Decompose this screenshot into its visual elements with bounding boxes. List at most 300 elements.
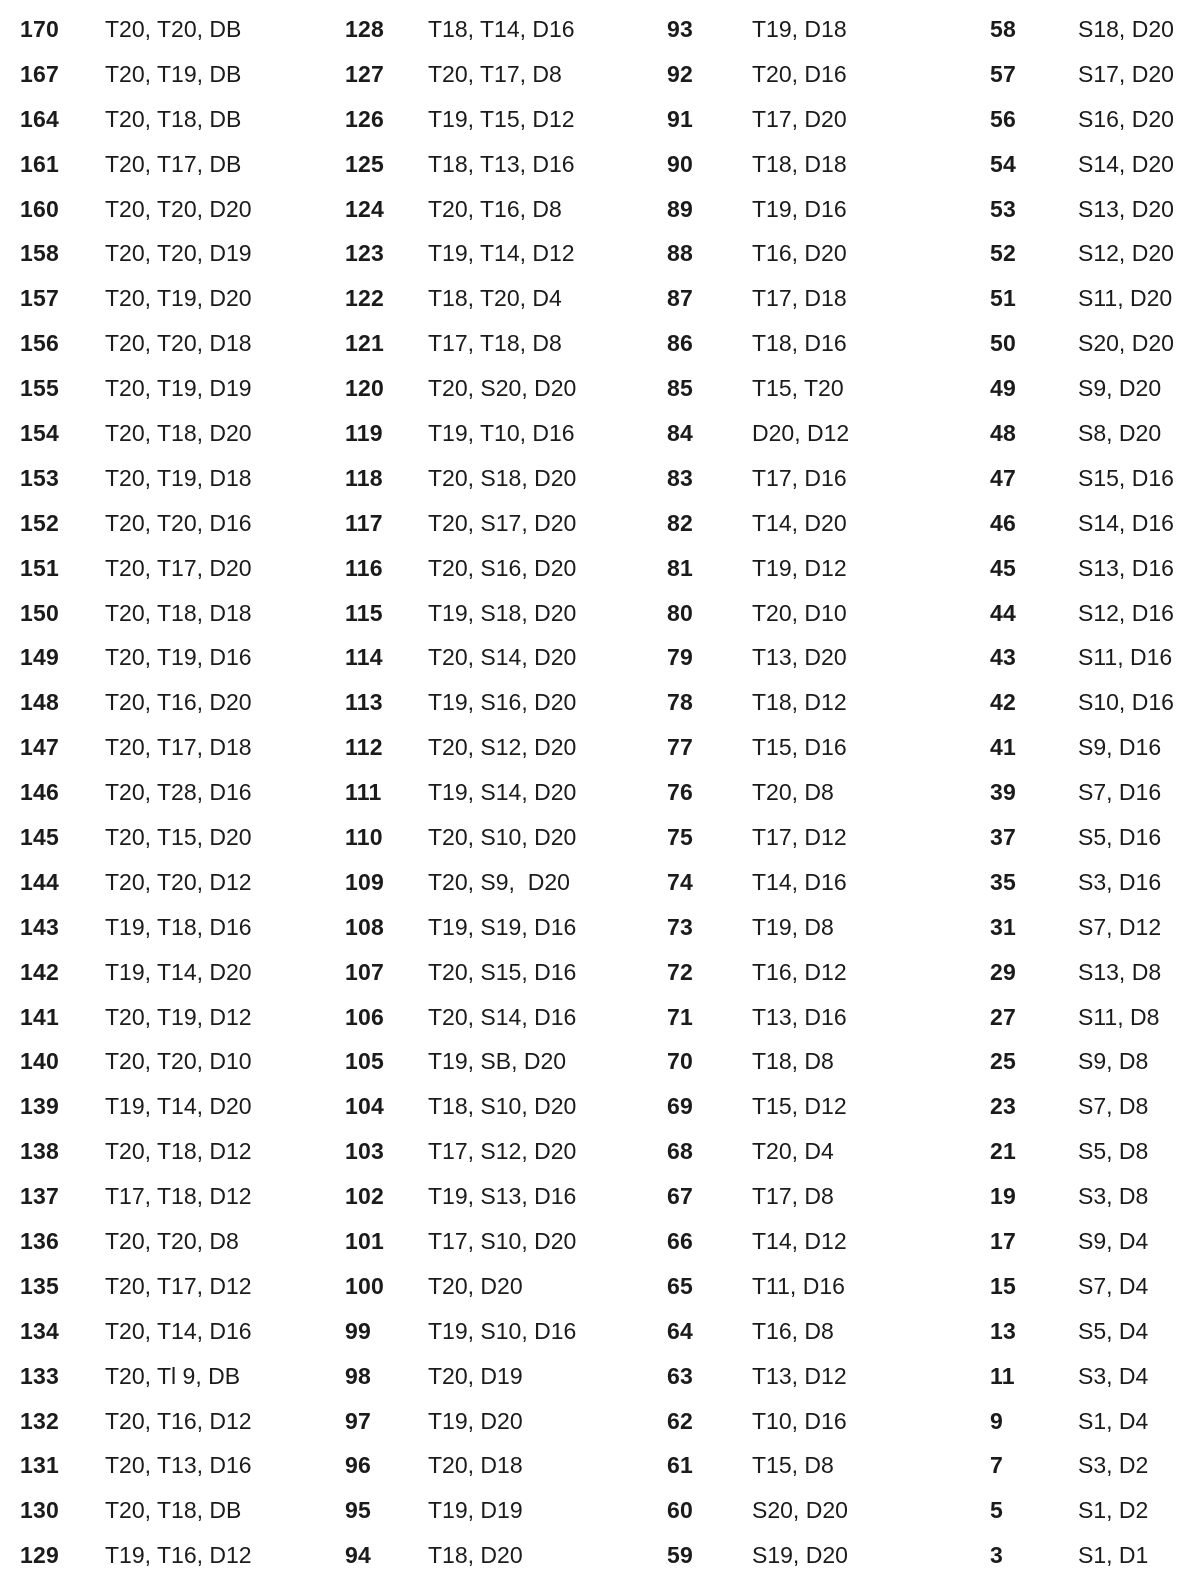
checkout-combination: T13, D16: [752, 1003, 847, 1030]
checkout-score: 136: [20, 1227, 59, 1254]
checkout-score: 42: [990, 689, 1016, 716]
checkout-score: 167: [20, 60, 59, 87]
table-row: [20, 860, 252, 905]
checkout-score: 116: [345, 554, 383, 581]
checkout-combination: T20, T20, D8: [105, 1227, 239, 1254]
table-row: [990, 860, 1174, 905]
checkout-combination: T17, D16: [752, 464, 847, 491]
checkout-score: 78: [667, 689, 693, 716]
table-row: [667, 97, 849, 142]
table-row: [667, 1309, 849, 1354]
checkout-score: 3: [990, 1542, 1003, 1569]
table-row: [990, 1354, 1174, 1399]
table-row: [667, 1219, 849, 1264]
checkout-score: 140: [20, 1048, 59, 1075]
table-row: [667, 187, 849, 232]
checkout-score: 98: [345, 1362, 371, 1389]
checkout-combination: S9, D4: [1078, 1227, 1149, 1254]
table-row: [20, 1488, 252, 1533]
checkout-combination: S7, D4: [1078, 1272, 1149, 1299]
checkout-score: 80: [667, 599, 693, 626]
table-row: [990, 1309, 1174, 1354]
checkout-score: 128: [345, 15, 384, 42]
table-row: [990, 187, 1174, 232]
table-row: [20, 1309, 252, 1354]
table-row: [667, 546, 849, 591]
checkout-score: 110: [345, 823, 383, 850]
checkout-score: 144: [20, 868, 59, 895]
checkout-combination: S9, D8: [1078, 1048, 1149, 1075]
checkout-combination: T20, D8: [752, 779, 834, 806]
table-row: [667, 905, 849, 950]
checkout-score: 161: [20, 150, 59, 177]
table-row: [345, 1084, 576, 1129]
checkout-score: 48: [990, 419, 1016, 446]
checkout-score: 121: [345, 330, 384, 357]
table-row: [667, 1084, 849, 1129]
table-row: [990, 1488, 1174, 1533]
checkout-combination: T17, T18, D8: [428, 330, 562, 357]
checkout-combination: S11, D20: [1078, 285, 1173, 312]
table-row: [990, 1174, 1174, 1219]
table-row: [345, 770, 576, 815]
table-row: [990, 276, 1174, 321]
checkout-combination: T19, SB, D20: [428, 1048, 567, 1075]
table-row: [667, 995, 849, 1040]
checkout-score: 11: [990, 1362, 1015, 1389]
checkout-combination: T20, S14, D16: [428, 1003, 577, 1030]
checkout-combination: S13, D20: [1078, 195, 1174, 222]
table-row: [20, 1129, 252, 1174]
checkout-combination: T20, T19, D18: [105, 464, 252, 491]
checkout-combination: T19, S13, D16: [428, 1183, 577, 1210]
table-row: [990, 1039, 1174, 1084]
checkout-score: 69: [667, 1093, 693, 1120]
table-row: [345, 321, 576, 366]
checkout-score: 101: [345, 1227, 384, 1254]
checkout-combination: T20, T18, D12: [105, 1138, 252, 1165]
table-row: [667, 1354, 849, 1399]
table-row: [20, 97, 252, 142]
checkout-score: 52: [990, 240, 1016, 267]
table-row: [667, 1444, 849, 1489]
checkout-score: 25: [990, 1048, 1016, 1075]
table-row: [990, 770, 1174, 815]
checkout-score: 66: [667, 1227, 693, 1254]
checkout-combination: T13, D20: [752, 644, 847, 671]
checkout-score: 107: [345, 958, 384, 985]
table-row: [345, 1399, 576, 1444]
checkout-score: 72: [667, 958, 693, 985]
checkout-score: 37: [990, 823, 1016, 850]
table-row: [20, 321, 252, 366]
checkout-score: 145: [20, 823, 59, 850]
checkout-score: 160: [20, 195, 59, 222]
checkout-score: 73: [667, 913, 693, 940]
table-row: [345, 411, 576, 456]
checkout-score: 146: [20, 779, 59, 806]
checkout-combination: S1, D1: [1078, 1542, 1149, 1569]
checkout-combination: T19, D16: [752, 195, 847, 222]
table-row: [345, 995, 576, 1040]
table-row: [20, 52, 252, 97]
table-row: [990, 1129, 1174, 1174]
checkout-score: 35: [990, 868, 1016, 895]
checkout-score: 81: [667, 554, 693, 581]
checkout-combination: T20, D18: [428, 1452, 523, 1479]
table-row: [20, 366, 252, 411]
checkout-combination: T20, S20, D20: [428, 375, 577, 402]
checkout-score: 70: [667, 1048, 693, 1075]
checkout-combination: T20, D4: [752, 1138, 834, 1165]
checkout-combination: T15, D16: [752, 734, 847, 761]
checkout-score: 141: [20, 1003, 59, 1030]
checkout-score: 151: [20, 554, 59, 581]
table-row: [990, 1219, 1174, 1264]
table-row: [990, 995, 1174, 1040]
checkout-combination: T20, D20: [428, 1272, 523, 1299]
checkout-combination: S11, D8: [1078, 1003, 1160, 1030]
checkout-score: 58: [990, 15, 1016, 42]
checkout-score: 47: [990, 464, 1016, 491]
table-row: [990, 231, 1174, 276]
checkout-score: 68: [667, 1138, 693, 1165]
checkout-combination: T19, T14, D12: [428, 240, 575, 267]
checkout-score: 23: [990, 1093, 1016, 1120]
checkout-score: 7: [990, 1452, 1003, 1479]
checkout-combination: T20, Tl 9, DB: [105, 1362, 241, 1389]
checkout-combination: T18, T20, D4: [428, 285, 562, 312]
checkout-combination: T20, S9, D20: [428, 868, 570, 895]
table-row: [345, 1354, 576, 1399]
table-row: [667, 1174, 849, 1219]
checkout-combination: T14, D12: [752, 1227, 847, 1254]
checkout-combination: T20, T19, D12: [105, 1003, 252, 1030]
table-row: [667, 635, 849, 680]
checkout-combination: T11, D16: [752, 1272, 845, 1299]
table-row: [990, 591, 1174, 636]
checkout-score: 41: [990, 734, 1016, 761]
checkout-score: 142: [20, 958, 59, 985]
table-row: [990, 321, 1174, 366]
checkout-score: 170: [20, 15, 59, 42]
checkout-score: 74: [667, 868, 693, 895]
checkout-score: 147: [20, 734, 59, 761]
checkout-score: 149: [20, 644, 59, 671]
checkout-score: 150: [20, 599, 59, 626]
table-row: [20, 1354, 252, 1399]
table-row: [345, 725, 576, 770]
checkout-score: 164: [20, 105, 59, 132]
checkout-score: 119: [345, 419, 383, 446]
checkout-score: 65: [667, 1272, 693, 1299]
table-row: [990, 52, 1174, 97]
table-row: [990, 7, 1174, 52]
checkout-score: 115: [345, 599, 383, 626]
table-row: [667, 1488, 849, 1533]
checkout-score: 129: [20, 1542, 59, 1569]
checkout-score: 90: [667, 150, 693, 177]
table-row: [667, 860, 849, 905]
table-row: [20, 905, 252, 950]
checkout-combination: T17, T18, D12: [105, 1183, 252, 1210]
checkout-combination: T16, D20: [752, 240, 847, 267]
table-row: [667, 321, 849, 366]
table-row: [345, 366, 576, 411]
checkout-combination: T18, D16: [752, 330, 847, 357]
checkout-combination: T17, S10, D20: [428, 1227, 577, 1254]
table-row: [20, 1264, 252, 1309]
checkout-score: 19: [990, 1183, 1016, 1210]
checkout-score: 46: [990, 509, 1016, 536]
checkout-combination: S7, D12: [1078, 913, 1162, 940]
checkout-combination: T13, D12: [752, 1362, 847, 1389]
checkout-combination: T15, D8: [752, 1452, 834, 1479]
checkout-combination: S13, D16: [1078, 554, 1174, 581]
table-row: [345, 680, 576, 725]
checkout-combination: T17, D20: [752, 105, 847, 132]
table-row: [990, 1084, 1174, 1129]
checkout-score: 156: [20, 330, 59, 357]
checkout-combination: T20, S10, D20: [428, 823, 577, 850]
checkout-combination: T17, D12: [752, 823, 847, 850]
table-row: [345, 546, 576, 591]
table-row: [345, 950, 576, 995]
checkout-combination: T20, T17, D20: [105, 554, 252, 581]
table-row: [345, 905, 576, 950]
checkout-score: 125: [345, 150, 384, 177]
checkout-combination: S19, D20: [752, 1542, 848, 1569]
checkout-combination: T20, T16, D8: [428, 195, 562, 222]
checkout-score: 77: [667, 734, 693, 761]
checkout-score: 118: [345, 464, 383, 491]
checkout-score: 87: [667, 285, 693, 312]
checkout-combination: S3, D2: [1078, 1452, 1149, 1479]
checkout-combination: D20, D12: [752, 419, 850, 446]
table-row: [345, 860, 576, 905]
checkout-combination: T19, S14, D20: [428, 779, 577, 806]
checkout-combination: S8, D20: [1078, 419, 1162, 446]
checkout-combination: S14, D16: [1078, 509, 1174, 536]
table-row: [667, 411, 849, 456]
checkout-combination: T20, T16, D20: [105, 689, 252, 716]
checkout-combination: T16, D8: [752, 1317, 834, 1344]
table-row: [20, 995, 252, 1040]
checkout-combination: T20, T19, DB: [105, 60, 242, 87]
table-row: [667, 770, 849, 815]
checkout-column-4: [990, 0, 1174, 1582]
checkout-combination: T20, T20, D20: [105, 195, 252, 222]
checkout-combination: T20, T15, D20: [105, 823, 252, 850]
table-row: [20, 456, 252, 501]
checkout-combination: T19, S16, D20: [428, 689, 577, 716]
table-row: [667, 1129, 849, 1174]
checkout-combination: T18, D12: [752, 689, 847, 716]
checkout-score: 100: [345, 1272, 384, 1299]
table-row: [990, 680, 1174, 725]
checkout-combination: T18, T14, D16: [428, 15, 575, 42]
table-row: [990, 1444, 1174, 1489]
checkout-score: 53: [990, 195, 1016, 222]
table-row: [990, 546, 1174, 591]
table-row: [345, 276, 576, 321]
checkout-combination: S7, D16: [1078, 779, 1162, 806]
checkout-combination: T20, T18, DB: [105, 1497, 242, 1524]
checkout-score: 120: [345, 375, 384, 402]
table-row: [667, 276, 849, 321]
checkout-combination: S10, D16: [1078, 689, 1174, 716]
table-row: [20, 7, 252, 52]
table-row: [667, 7, 849, 52]
table-row: [345, 1444, 576, 1489]
checkout-score: 111: [345, 779, 382, 806]
checkout-score: 89: [667, 195, 693, 222]
checkout-combination: T18, D18: [752, 150, 847, 177]
checkout-column-2: [345, 0, 576, 1582]
checkout-score: 154: [20, 419, 59, 446]
checkout-combination: S5, D4: [1078, 1317, 1149, 1344]
table-row: [667, 725, 849, 770]
checkout-combination: T19, T14, D20: [105, 958, 252, 985]
table-row: [345, 1174, 576, 1219]
checkout-combination: T20, T19, D19: [105, 375, 252, 402]
checkout-score: 50: [990, 330, 1016, 357]
checkout-combination: T20, T20, DB: [105, 15, 242, 42]
table-row: [667, 1533, 849, 1578]
checkout-combination: S1, D2: [1078, 1497, 1149, 1524]
checkout-combination: S3, D16: [1078, 868, 1162, 895]
checkout-score: 106: [345, 1003, 384, 1030]
table-row: [20, 1444, 252, 1489]
checkout-combination: S18, D20: [1078, 15, 1174, 42]
table-row: [345, 635, 576, 680]
checkout-score: 13: [990, 1317, 1016, 1344]
checkout-score: 108: [345, 913, 384, 940]
table-row: [20, 1399, 252, 1444]
checkout-combination: T20, T17, D8: [428, 60, 562, 87]
checkout-score: 15: [990, 1272, 1016, 1299]
checkout-score: 93: [667, 15, 693, 42]
table-row: [990, 905, 1174, 950]
checkout-combination: T15, T20: [752, 375, 844, 402]
table-row: [345, 1533, 576, 1578]
checkout-score: 45: [990, 554, 1016, 581]
checkout-combination: T20, T28, D16: [105, 779, 252, 806]
checkout-combination: T20, D19: [428, 1362, 523, 1389]
checkout-combination: T20, T13, D16: [105, 1452, 252, 1479]
checkout-score: 85: [667, 375, 693, 402]
checkout-combination: S15, D16: [1078, 464, 1174, 491]
checkout-score: 126: [345, 105, 384, 132]
checkout-score: 158: [20, 240, 59, 267]
table-row: [345, 1264, 576, 1309]
checkout-combination: T19, T15, D12: [428, 105, 575, 132]
table-row: [20, 1219, 252, 1264]
checkout-score: 104: [345, 1093, 384, 1120]
table-row: [345, 142, 576, 187]
checkout-combination: T20, T20, D19: [105, 240, 252, 267]
checkout-combination: T17, D8: [752, 1183, 834, 1210]
checkout-score: 131: [20, 1452, 59, 1479]
checkout-combination: T19, T18, D16: [105, 913, 252, 940]
checkout-score: 127: [345, 60, 384, 87]
checkout-score: 82: [667, 509, 693, 536]
checkout-score: 88: [667, 240, 693, 267]
checkout-combination: S3, D4: [1078, 1362, 1149, 1389]
checkout-score: 102: [345, 1183, 384, 1210]
table-row: [667, 52, 849, 97]
checkout-score: 135: [20, 1272, 59, 1299]
table-row: [20, 411, 252, 456]
checkout-score: 105: [345, 1048, 384, 1075]
table-row: [990, 366, 1174, 411]
table-row: [20, 276, 252, 321]
table-row: [20, 950, 252, 995]
table-row: [20, 815, 252, 860]
checkout-score: 95: [345, 1497, 371, 1524]
checkout-score: 84: [667, 419, 693, 446]
checkout-score: 21: [990, 1138, 1016, 1165]
checkout-column-3: [667, 0, 849, 1582]
checkout-score: 67: [667, 1183, 693, 1210]
table-row: [345, 815, 576, 860]
table-row: [20, 680, 252, 725]
checkout-score: 64: [667, 1317, 693, 1344]
checkout-score: 17: [990, 1227, 1016, 1254]
table-row: [990, 1264, 1174, 1309]
checkout-combination: S14, D20: [1078, 150, 1174, 177]
checkout-combination: T18, T13, D16: [428, 150, 575, 177]
table-row: [990, 501, 1174, 546]
checkout-score: 51: [990, 285, 1016, 312]
checkout-score: 76: [667, 779, 693, 806]
checkout-score: 124: [345, 195, 384, 222]
table-row: [345, 501, 576, 546]
table-row: [990, 456, 1174, 501]
checkout-combination: T20, S14, D20: [428, 644, 577, 671]
checkout-combination: T19, D20: [428, 1407, 523, 1434]
checkout-combination: T18, S10, D20: [428, 1093, 577, 1120]
checkout-combination: T19, S10, D16: [428, 1317, 577, 1344]
checkout-score: 123: [345, 240, 384, 267]
table-row: [345, 187, 576, 232]
table-row: [345, 1219, 576, 1264]
checkout-combination: S16, D20: [1078, 105, 1174, 132]
checkout-combination: T20, D10: [752, 599, 847, 626]
checkout-score: 57: [990, 60, 1016, 87]
table-row: [20, 725, 252, 770]
table-row: [345, 52, 576, 97]
checkout-score: 61: [667, 1452, 693, 1479]
checkout-combination: S5, D16: [1078, 823, 1162, 850]
table-row: [20, 1533, 252, 1578]
checkout-combination: T10, D16: [752, 1407, 847, 1434]
checkout-combination: T20, T18, DB: [105, 105, 242, 132]
table-row: [667, 142, 849, 187]
table-row: [20, 142, 252, 187]
table-row: [20, 635, 252, 680]
checkout-combination: T20, T20, D18: [105, 330, 252, 357]
checkout-combination: T19, T14, D20: [105, 1093, 252, 1120]
checkout-combination: S9, D16: [1078, 734, 1162, 761]
checkout-combination: T20, S12, D20: [428, 734, 577, 761]
checkout-combination: T20, T17, DB: [105, 150, 242, 177]
checkout-combination: T14, D16: [752, 868, 847, 895]
checkout-combination: T18, D20: [428, 1542, 523, 1569]
table-row: [990, 1399, 1174, 1444]
checkout-score: 122: [345, 285, 384, 312]
checkout-score: 39: [990, 779, 1016, 806]
